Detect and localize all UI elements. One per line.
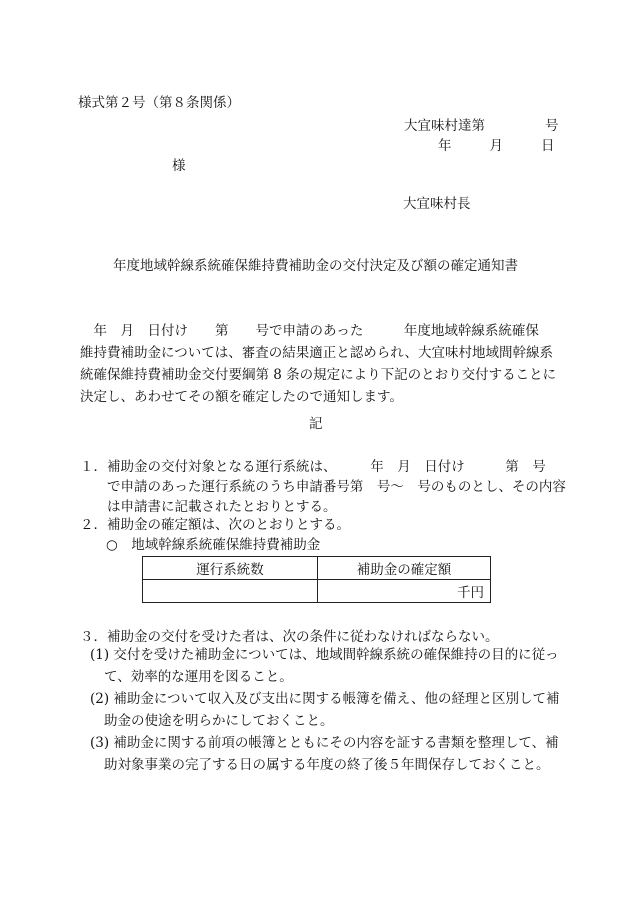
body-line: 維持費補助金については、審査の結果適正と認められ、大宜味村地域間幹線系 (80, 345, 554, 361)
document-number-prefix: 大宜味村達第 (404, 118, 485, 134)
item-2: ２．補助金の確定額は、次のとおりとする。 (80, 517, 350, 533)
item-3: ３．補助金の交付を受けた者は、次の条件に従わなければならない。 (80, 629, 499, 645)
document-title: 年度地域幹線系統確保維持費補助金の交付決定及び額の確定通知書 (113, 258, 518, 274)
date-year: 年 (438, 138, 452, 154)
item-1-line: で申請のあった運行系統のうち申請番号第 号～ 号のものとし、その内容 (80, 479, 566, 495)
body-line: 決定し、あわせてその額を確定したので通知します。 (80, 389, 403, 405)
cell-route-count[interactable] (143, 580, 318, 603)
body-line: 統確保維持費補助金交付要綱第 8 条の規定により下記のとおり交付することに (80, 367, 557, 383)
form-number: 様式第２号（第８条関係） (78, 95, 240, 111)
body-paragraph (80, 320, 560, 408)
condition-3: (3) 補助金に関する前項の帳簿とともにその内容を証する書類を整理して、補 助対象事業の完了する日の属する年度の終了後５年間保存しておくこと。 (90, 735, 559, 773)
condition-2: (2) 補助金について収入及び支出に関する帳簿を備え、他の経理と区別して補 助金の使途を明らかにしておくこと。 (90, 691, 560, 729)
item-1 (80, 457, 566, 517)
item-1-line: １．補助金の交付対象となる運行系統は、 年 月 日付け 第 号 (80, 459, 546, 475)
ki-heading: 記 (309, 416, 323, 432)
issuer-name: 大宜味村長 (403, 196, 471, 212)
body-line: 年 月 日付け 第 号で申請のあった 年度地域幹線系統確保 (80, 323, 539, 339)
condition-1: (1) 交付を受けた補助金については、地域間幹線系統の確保維持の目的に従っ て、効率的な運用を図ること。 (90, 647, 559, 685)
header-route-count: 運行系統数 (143, 557, 318, 580)
header-confirmed-amount: 補助金の確定額 (318, 557, 491, 580)
subsidy-name: ○ 地域幹線系統確保維持費補助金 (106, 537, 321, 553)
document-number (404, 120, 559, 134)
table-header-row (143, 557, 491, 580)
cell-confirmed-amount[interactable]: 千円 (318, 580, 491, 603)
recipient-suffix: 様 (172, 158, 186, 174)
date-month: 月 (489, 138, 503, 154)
issue-date (438, 140, 555, 154)
item-1-line: は申請書に記載されたとおりとする。 (80, 499, 337, 515)
date-day: 日 (541, 138, 555, 154)
document-number-suffix: 号 (545, 118, 559, 134)
table-row (143, 580, 491, 603)
amount-table (142, 556, 491, 603)
